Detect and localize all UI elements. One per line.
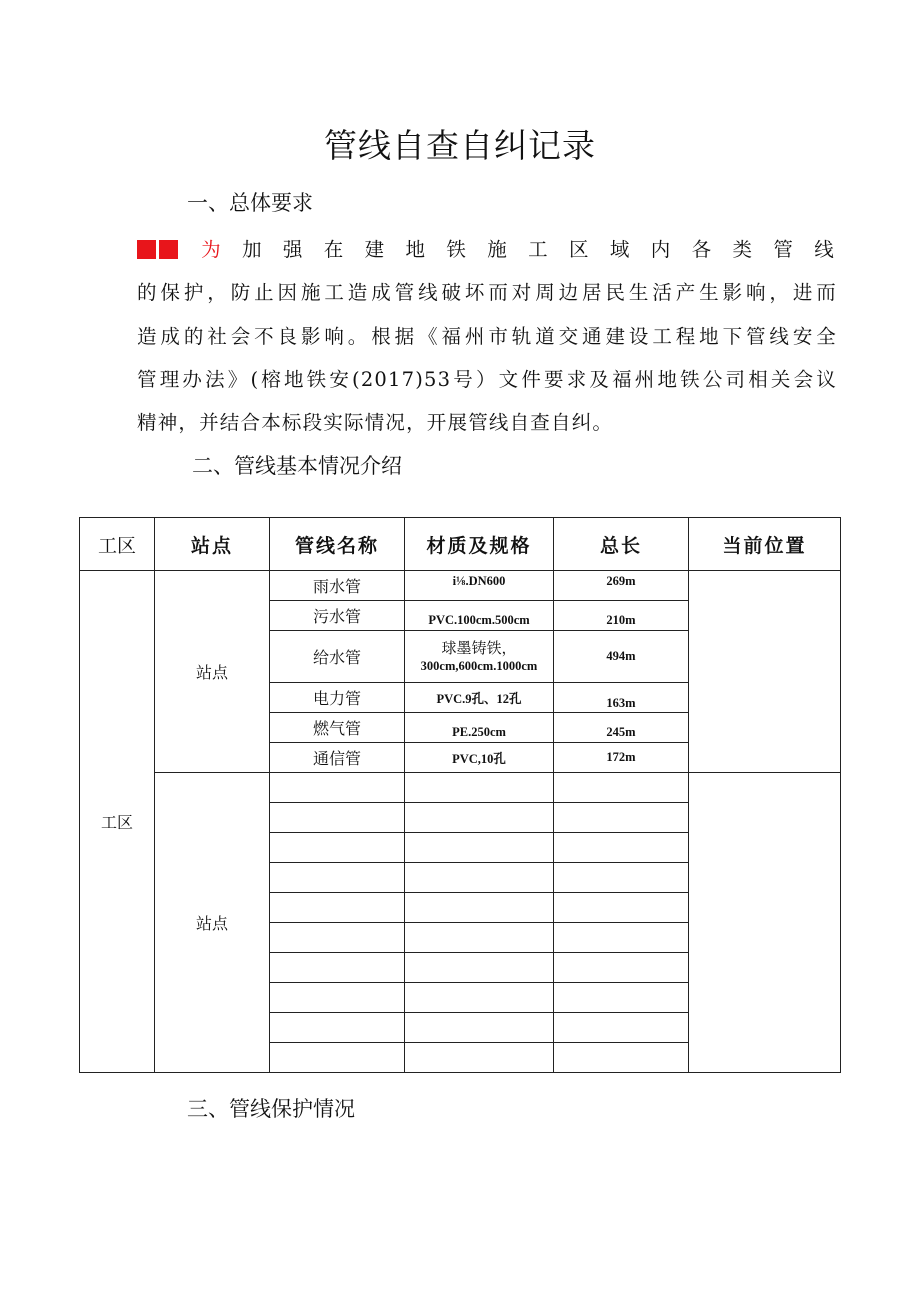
empty-cell (554, 1043, 689, 1073)
header-zone: 工区 (80, 518, 155, 571)
empty-cell (554, 923, 689, 953)
empty-cell (270, 1043, 405, 1073)
empty-cell (405, 1013, 554, 1043)
pipe-spec-cell: i⅛.DN600 (405, 571, 554, 601)
general-requirements-paragraph (137, 228, 837, 444)
paragraph-text: 加强在建地铁施工区域内各类管线 (242, 238, 835, 261)
pipe-spec-cell: PVC,10孔 (405, 743, 554, 773)
header-length: 总长 (554, 518, 689, 571)
pipeline-table (79, 517, 841, 1073)
header-name: 管线名称 (270, 518, 405, 571)
pipe-spec-cell: PVC.9孔、12孔 (405, 683, 554, 713)
header-spec: 材质及规格 (405, 518, 554, 571)
paragraph-line-3: 造成的社会不良影响。根据《福州市轨道交通建设工程地下管线安全 (137, 324, 837, 348)
header-site: 站点 (155, 518, 270, 571)
spec-line-sizes: 300cm,600cm.1000cm (420, 658, 538, 673)
empty-cell (270, 953, 405, 983)
empty-cell (554, 773, 689, 803)
pipe-name-cell: 电力管 (270, 683, 405, 713)
pipe-spec-cell: PE.250cm (405, 713, 554, 743)
empty-cell (270, 773, 405, 803)
pipe-length-cell: 269m (554, 571, 689, 601)
pipe-name-cell: 雨水管 (270, 571, 405, 601)
table-row (80, 571, 841, 601)
empty-cell (270, 833, 405, 863)
section-heading-general: 一、总体要求 (187, 191, 313, 215)
empty-cell (270, 1013, 405, 1043)
pipe-name-cell: 通信管 (270, 743, 405, 773)
header-position: 当前位置 (689, 518, 841, 571)
position-cell (689, 571, 841, 773)
section-heading-overview: 二、管线基本情况介绍 (192, 454, 402, 478)
paragraph-line-4: 管理办法》(榕地铁安(2017)53号）文件要求及福州地铁公司相关会议 (137, 367, 837, 391)
empty-cell (405, 863, 554, 893)
empty-cell (554, 833, 689, 863)
empty-cell (270, 923, 405, 953)
pipe-length-cell: 172m (554, 743, 689, 773)
paragraph-line-1 (137, 228, 837, 271)
redaction-mark (137, 231, 181, 274)
empty-cell (405, 803, 554, 833)
pipe-name-cell: 给水管 (270, 631, 405, 683)
position-cell (689, 773, 841, 1073)
pipe-length-cell: 494m (554, 631, 689, 683)
empty-cell (405, 953, 554, 983)
empty-cell (554, 863, 689, 893)
empty-cell (405, 833, 554, 863)
page-title: 管线自查自纠记录 (324, 126, 596, 165)
empty-cell (270, 803, 405, 833)
empty-cell (554, 893, 689, 923)
table-row-empty (80, 773, 841, 803)
pipe-spec-cell (405, 631, 554, 683)
empty-cell (405, 773, 554, 803)
pipe-name-cell: 燃气管 (270, 713, 405, 743)
empty-cell (270, 983, 405, 1013)
pipe-length-cell: 163m (554, 683, 689, 713)
empty-cell (554, 803, 689, 833)
empty-cell (554, 983, 689, 1013)
pipe-name-cell: 污水管 (270, 601, 405, 631)
site-cell: 站点 (155, 571, 270, 773)
zone-cell: 工区 (80, 571, 155, 1073)
empty-cell (554, 953, 689, 983)
site-cell: 站点 (155, 773, 270, 1073)
empty-cell (270, 893, 405, 923)
section-heading-protection: 三、管线保护情况 (187, 1097, 355, 1121)
spec-line-material: 球墨铸铁， (441, 638, 517, 657)
pipe-spec-cell: PVC.100cm.500cm (405, 601, 554, 631)
empty-cell (405, 983, 554, 1013)
empty-cell (405, 893, 554, 923)
pipe-length-cell: 210m (554, 601, 689, 631)
pipe-length-cell: 245m (554, 713, 689, 743)
empty-cell (405, 923, 554, 953)
redacted-lead-text: 为 (181, 238, 243, 261)
empty-cell (270, 863, 405, 893)
empty-cell (405, 1043, 554, 1073)
empty-cell (554, 1013, 689, 1043)
paragraph-line-2: 的保护，防止因施工造成管线破坏而对周边居民生活产生影响，进而 (137, 281, 837, 305)
paragraph-line-5: 精神，并结合本标段实际情况，开展管线自查自纠。 (137, 411, 614, 435)
table-header-row (80, 518, 841, 571)
